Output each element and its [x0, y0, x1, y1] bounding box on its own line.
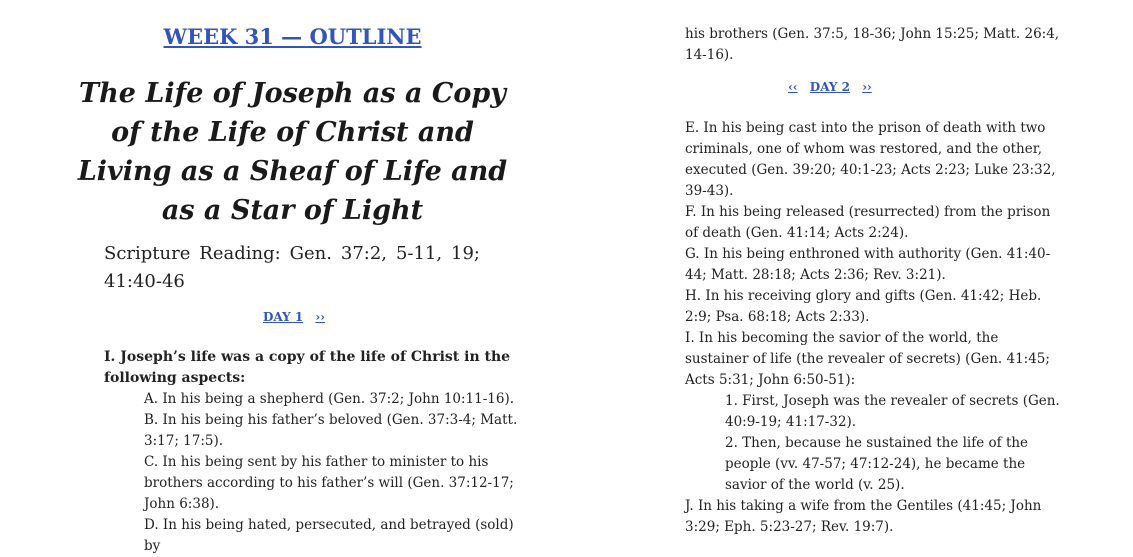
outline-item: J. In his taking a wife from the Gentiles (41:45; John 3:29; Eph. 5:23-27; Rev. 19:7). [685, 498, 1042, 535]
outline-item: F. In his being released (resurrected) from the prison of death (Gen. 41:14; Acts 2:24). [685, 204, 1051, 241]
prev-day-link[interactable]: ‹‹ [788, 80, 798, 94]
continuation-text [685, 24, 1065, 66]
outline-sub-item: 2. Then, because he sustained the life of the people (vv. 47-57; 47:12-24), he became the savior of the world (v. 25). [725, 435, 1029, 493]
outline-item: I. In his becoming the savior of the world, the sustainer of life (the revealer of secrets) (Gen. 41:45; Acts 5:31; John 6:50-51): [685, 330, 1050, 388]
day-2-link[interactable]: DAY 2 [809, 80, 851, 94]
outline-item: G. In his being enthroned with authority (Gen. 41:40-44; Matt. 28:18; Acts 2:36; Rev. 3:21). [685, 246, 1051, 283]
page-title: The Life of Joseph as a Copy of the Life of Christ and Living as a Sheaf of Life and as a Star of Light [77, 78, 508, 226]
week-title-link[interactable]: WEEK 31 — OUTLINE [163, 24, 422, 49]
outline-item-continued: his brothers (Gen. 37:5, 18-36; John 15:25; Matt. 26:4, 14-16). [685, 26, 1060, 63]
next-day-link[interactable]: ›› [315, 310, 326, 324]
day-1-link[interactable]: DAY 1 [263, 310, 304, 324]
day-1-nav [263, 310, 325, 324]
outline-item: C. In his being sent by his father to minister to his brothers according to his father’s will (Gen. 37:12-17; John 6:38). [144, 454, 514, 512]
outline-section [104, 347, 534, 557]
outline-heading: I. Joseph’s life was a copy of the life of Christ in the following aspects: [104, 349, 511, 386]
next-day-link[interactable]: ›› [862, 80, 872, 94]
outline-section-day2 [685, 118, 1065, 538]
outline-item: A. In his being a shepherd (Gen. 37:2; John 10:11-16). [144, 391, 515, 407]
outline-item: E. In his being cast into the prison of death with two criminals, one of whom was restored, and the other, executed (Gen. 39:20; 40:1-23; Acts 2:23; Luke 23:32, 39-43). [685, 120, 1056, 199]
day-2-nav [788, 80, 872, 94]
outline-sub-item: 1. First, Joseph was the revealer of secrets (Gen. 40:9-19; 41:17-32). [725, 393, 1060, 430]
outline-item: D. In his being hated, persecuted, and betrayed (sold) by [144, 517, 514, 554]
outline-item: H. In his receiving glory and gifts (Gen. 41:42; Heb. 2:9; Psa. 68:18; Acts 2:33). [685, 288, 1042, 325]
scripture-reading: Scripture Reading: Gen. 37:2, 5-11, 19; 41:40-46 [104, 243, 480, 292]
outline-item: B. In his being his father’s beloved (Gen. 37:3-4; Matt. 3:17; 17:5). [144, 412, 518, 449]
